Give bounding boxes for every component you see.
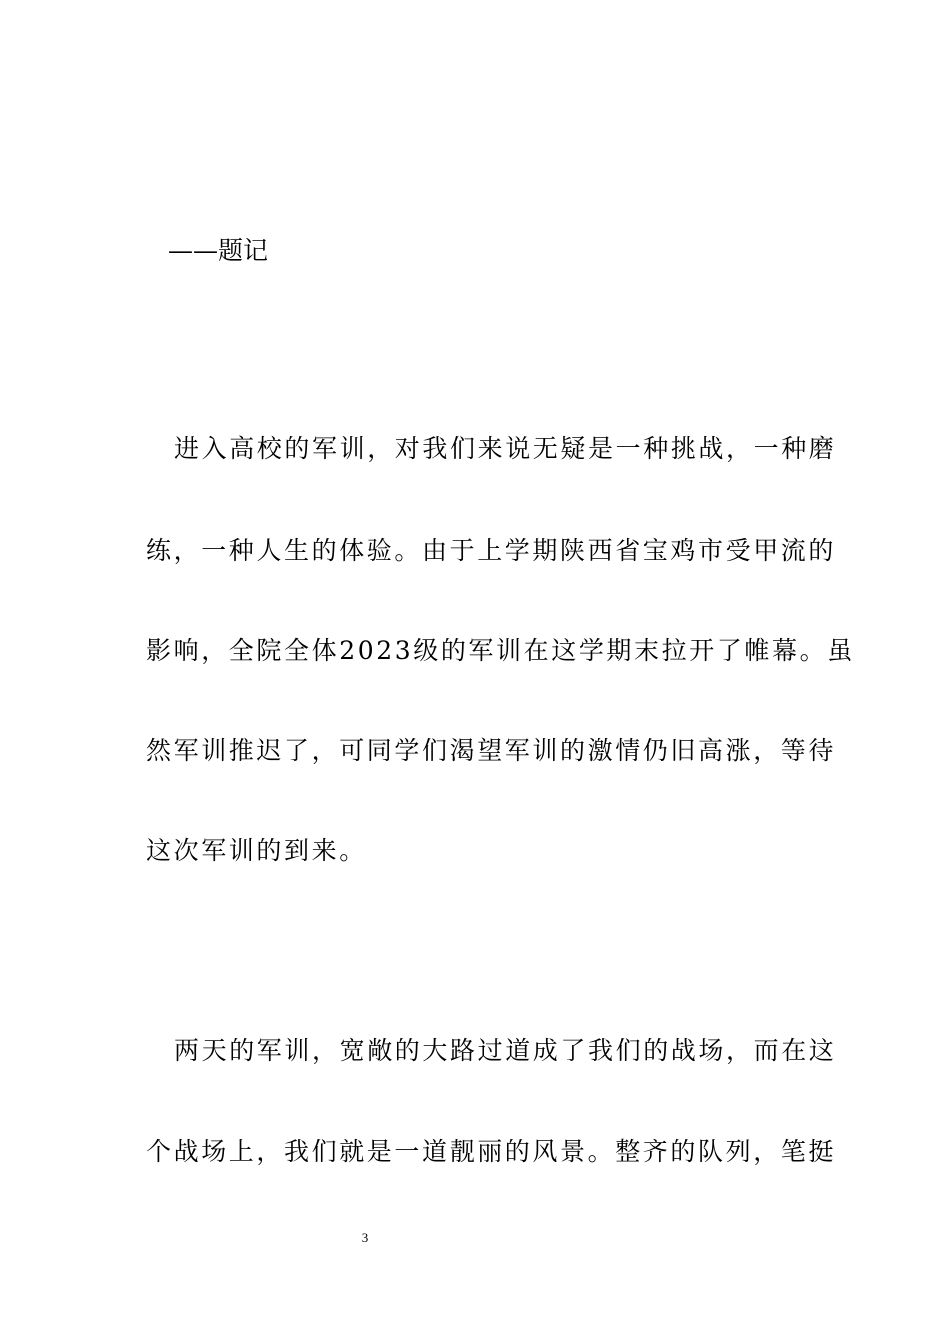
paragraph-line: 个战场上，我们就是一道靓丽的风景。整齐的队列，笔挺	[146, 1137, 837, 1166]
paragraph-line: 影响，全院全体2023级的军训在这学期末拉开了帷幕。虽	[146, 636, 855, 665]
paragraph-line: 然军训推迟了，可同学们渴望军训的激情仍旧高涨，等待	[146, 736, 837, 765]
paragraph-line: 进入高校的军训，对我们来说无疑是一种挑战，一种磨	[174, 434, 837, 463]
paragraph-line: 练，一种人生的体验。由于上学期陕西省宝鸡市受甲流的	[146, 536, 837, 565]
paragraph-line: 两天的军训，宽敞的大路过道成了我们的战场，而在这	[174, 1036, 837, 1065]
epigraph-attribution: ——题记	[168, 236, 269, 265]
page-number: 3	[361, 1230, 369, 1245]
paragraph-line: 这次军训的到来。	[146, 836, 367, 865]
